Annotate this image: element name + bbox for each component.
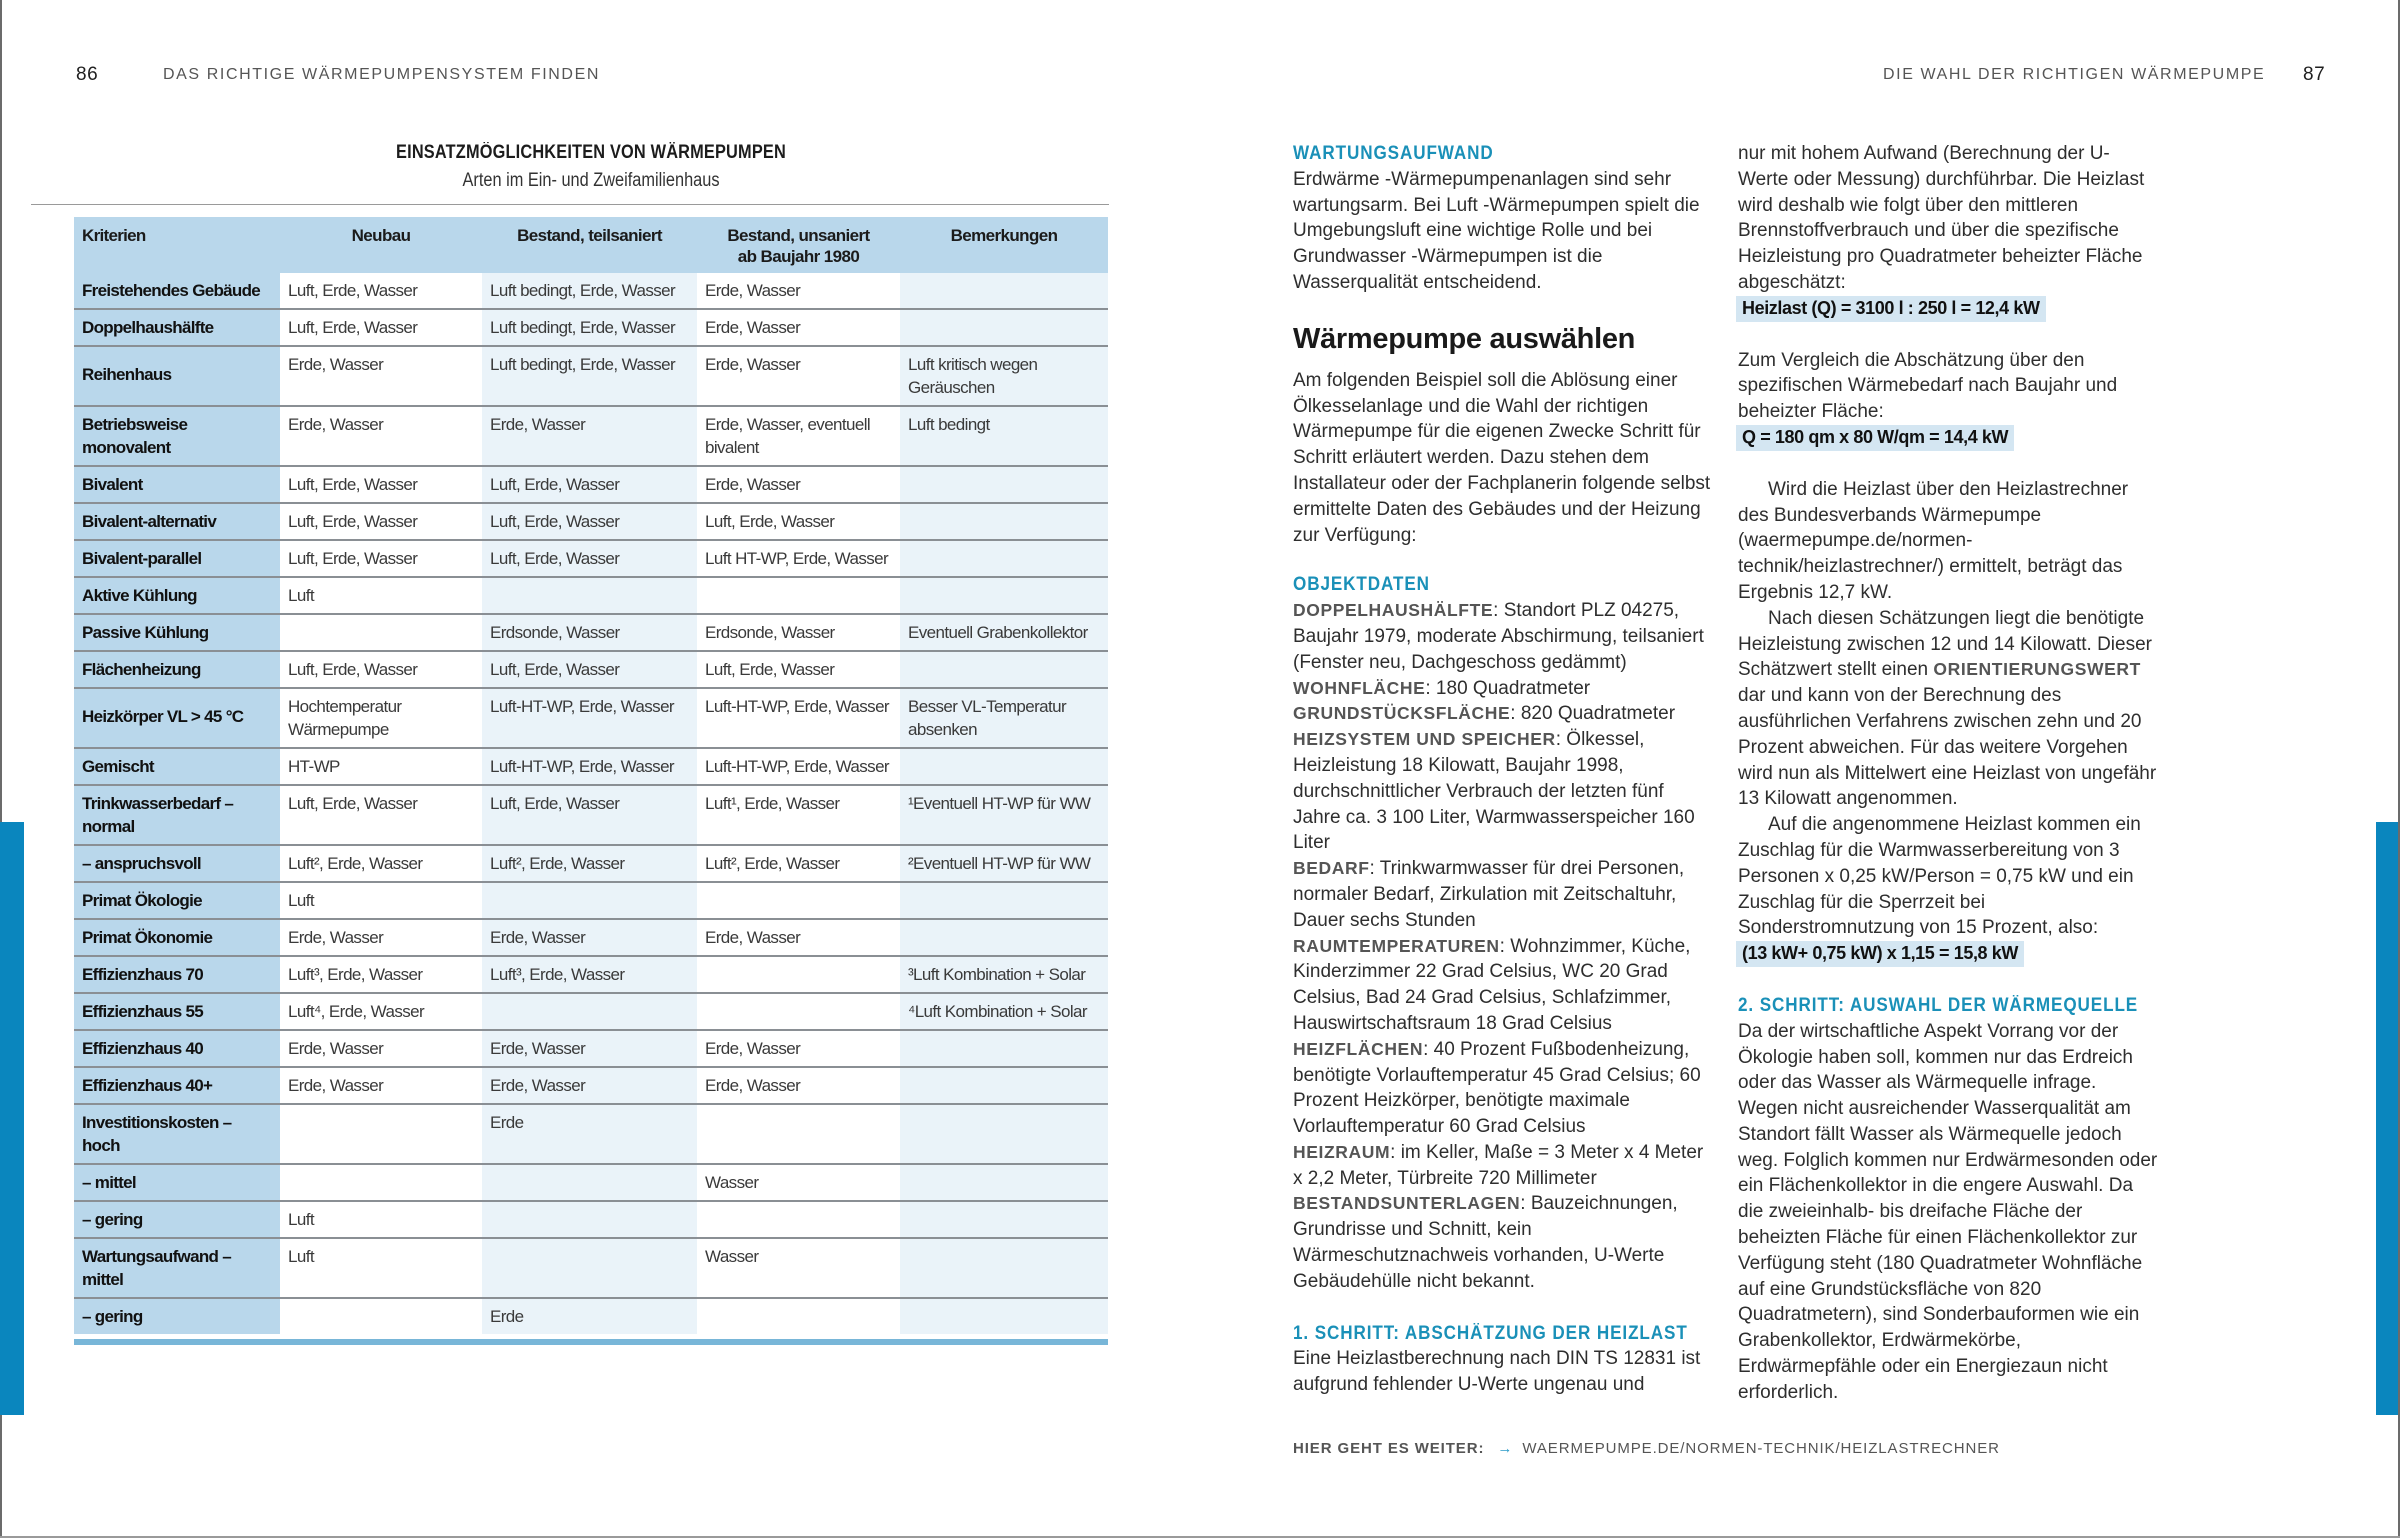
cell-neubau: Erde, Wasser <box>280 407 482 465</box>
cell-unsaniert: Erde, Wasser <box>697 467 900 502</box>
cell-neubau <box>280 1165 482 1200</box>
cell-teilsaniert: Erde, Wasser <box>482 920 697 955</box>
cell-teilsaniert: Luft-HT-WP, Erde, Wasser <box>482 689 697 747</box>
objektdaten-item <box>1293 598 1713 675</box>
cell-teilsaniert <box>482 1202 697 1237</box>
cell-criterion: Gemischt <box>74 749 280 784</box>
objektdaten-item <box>1293 727 1713 856</box>
table-row <box>74 465 1108 502</box>
table-row <box>74 650 1108 687</box>
cell-teilsaniert: Erde <box>482 1105 697 1163</box>
cell-criterion: Effizienzhaus 40+ <box>74 1068 280 1103</box>
cell-teilsaniert: Luft bedingt, Erde, Wasser <box>482 310 697 345</box>
cell-criterion: Wartungsaufwand – mittel <box>74 1239 280 1297</box>
objektdaten-value: : 180 Quadratmeter <box>1425 677 1591 699</box>
cell-teilsaniert: Erde, Wasser <box>482 407 697 465</box>
cell-unsaniert: Luft HT-WP, Erde, Wasser <box>697 541 900 576</box>
cell-criterion: Reihenhaus <box>74 347 280 405</box>
cell-criterion: Primat Ökonomie <box>74 920 280 955</box>
chapter-tab-left <box>0 822 24 1415</box>
cell-criterion: Investitionskosten – hoch <box>74 1105 280 1163</box>
cell-bemerkungen: ⁴Luft Kombination + Solar <box>900 994 1108 1029</box>
cell-criterion: – gering <box>74 1299 280 1334</box>
cell-bemerkungen <box>900 1202 1108 1237</box>
table-row <box>74 1103 1108 1163</box>
table-row <box>74 1237 1108 1297</box>
arrow-right-icon: → <box>1497 1440 1514 1457</box>
cell-teilsaniert: Luft bedingt, Erde, Wasser <box>482 273 697 308</box>
cell-unsaniert: Luft, Erde, Wasser <box>697 652 900 687</box>
heading-wartungsaufwand: WARTUNGSAUFWAND <box>1293 143 1494 164</box>
table-row <box>74 613 1108 650</box>
objektdaten-item <box>1293 676 1713 702</box>
objektdaten-label: HEIZRAUM <box>1293 1141 1391 1162</box>
cell-bemerkungen <box>900 920 1108 955</box>
cell-unsaniert <box>697 957 900 992</box>
objektdaten-label: BESTANDSUNTERLAGEN <box>1293 1193 1521 1214</box>
cell-neubau: Luft, Erde, Wasser <box>280 310 482 345</box>
cell-unsaniert: Erde, Wasser <box>697 310 900 345</box>
running-head-right: DIE WAHL DER RICHTIGEN WÄRMEPUMPE <box>1883 66 2266 83</box>
cell-teilsaniert: Erde, Wasser <box>482 1031 697 1066</box>
cell-teilsaniert: Erde <box>482 1299 697 1334</box>
cell-teilsaniert: Luft, Erde, Wasser <box>482 504 697 539</box>
cell-neubau: Luft, Erde, Wasser <box>280 652 482 687</box>
header-neubau: Neubau <box>351 226 411 245</box>
cell-unsaniert: Wasser <box>697 1239 900 1297</box>
objektdaten-item <box>1293 1140 1713 1192</box>
table-title: EINSATZMÖGLICHKEITEN VON WÄRMEPUMPEN <box>396 142 786 163</box>
table-row <box>74 992 1108 1029</box>
header-unsaniert-line1: Bestand, unsaniert <box>727 226 870 245</box>
table-subtitle: Arten im Ein- und Zweifamilienhaus <box>462 170 720 191</box>
objektdaten-label: GRUNDSTÜCKSFLÄCHE <box>1293 703 1511 724</box>
cell-bemerkungen <box>900 1068 1108 1103</box>
objektdaten-value: : Bauzeichnungen, Grundrisse und Schnitt, kein Wärmeschutznachweis vorhanden, U-Werte Gebäudehülle nicht bekannt. <box>1293 1193 1678 1292</box>
cell-bemerkungen <box>900 541 1108 576</box>
cell-criterion: Flächenheizung <box>74 652 280 687</box>
cell-criterion: – mittel <box>74 1165 280 1200</box>
schaetzung-text-a: Nach diesen Schätzungen liegt die benötigte Heizleistung zwischen 12 und 14 Kilowatt. Dieser Schätzwert stellt einen <box>1738 607 2152 681</box>
cell-unsaniert <box>697 578 900 613</box>
cell-neubau: Erde, Wasser <box>280 1031 482 1066</box>
cell-bemerkungen <box>900 1239 1108 1297</box>
text-column-2 <box>1738 141 2158 1406</box>
cell-unsaniert: Erde, Wasser <box>697 273 900 308</box>
paragraph-heizlastrechner: Wird die Heizlast über den Heizlastrechner des Bundesverbands Wärmepumpe (waermepumpe.de/normen-technik/heizlastrechner/) ermittelt, beträgt das Ergebnis 12,7 kW. <box>1738 478 2129 603</box>
cell-criterion: Bivalent-parallel <box>74 541 280 576</box>
cell-bemerkungen <box>900 1105 1108 1163</box>
cell-teilsaniert: Luft³, Erde, Wasser <box>482 957 697 992</box>
cell-neubau: Luft², Erde, Wasser <box>280 846 482 881</box>
cell-unsaniert: Erdsonde, Wasser <box>697 615 900 650</box>
cell-neubau: Luft, Erde, Wasser <box>280 541 482 576</box>
cell-bemerkungen <box>900 310 1108 345</box>
cell-unsaniert: Erde, Wasser <box>697 1031 900 1066</box>
cell-criterion: – gering <box>74 1202 280 1237</box>
cell-neubau: Luft, Erde, Wasser <box>280 786 482 844</box>
cell-teilsaniert: Erdsonde, Wasser <box>482 615 697 650</box>
chapter-tab-right <box>2376 822 2398 1415</box>
objektdaten-value: : Wohnzimmer, Küche, Kinderzimmer 22 Grad Celsius, WC 20 Grad Celsius, Bad 24 Grad Celsius, Schlafzimmer, Hauswirtschaftsraum 18 Grad Celsius <box>1293 935 1691 1034</box>
cell-neubau: Luft, Erde, Wasser <box>280 467 482 502</box>
heading-waermepumpe-auswaehlen: Wärmepumpe auswählen <box>1293 322 1636 355</box>
table-row <box>74 1200 1108 1237</box>
cell-teilsaniert: Luft, Erde, Wasser <box>482 541 697 576</box>
table-row <box>74 687 1108 747</box>
paragraph-schritt-1-cont: nur mit hohem Aufwand (Berechnung der U-Werte oder Messung) durchführbar. Die Heizlast wird deshalb wie folgt über den mittleren Brennstoffverbrauch und über die spezifische Heizleistung pro Quadratmeter beheizter Fläche abgeschätzt: <box>1738 143 2145 293</box>
cell-criterion: Effizienzhaus 70 <box>74 957 280 992</box>
table-row <box>74 1163 1108 1200</box>
cell-neubau: Erde, Wasser <box>280 920 482 955</box>
table-row <box>74 844 1108 881</box>
objektdaten-label: HEIZFLÄCHEN <box>1293 1038 1424 1059</box>
cell-bemerkungen <box>900 749 1108 784</box>
cell-neubau <box>280 1105 482 1163</box>
cell-bemerkungen: Luft bedingt <box>900 407 1108 465</box>
cell-neubau: Erde, Wasser <box>280 347 482 405</box>
cell-criterion: Effizienzhaus 40 <box>74 1031 280 1066</box>
cell-neubau: Luft <box>280 883 482 918</box>
cell-bemerkungen <box>900 1165 1108 1200</box>
cell-neubau: Erde, Wasser <box>280 1068 482 1103</box>
cell-bemerkungen <box>900 652 1108 687</box>
header-bemerkungen: Bemerkungen <box>950 226 1058 245</box>
paragraph-vergleich: Zum Vergleich die Abschätzung über den spezifischen Wärmebedarf nach Baujahr und beheizter Fläche: <box>1738 349 2118 423</box>
objektdaten-label: HEIZSYSTEM UND SPEICHER <box>1293 729 1556 750</box>
cell-bemerkungen: Luft kritisch wegen Geräuschen <box>900 347 1108 405</box>
table-row <box>74 955 1108 992</box>
heizlastrechner-link[interactable]: WAERMEPUMPE.DE/NORMEN-TECHNIK/HEIZLASTRECHNER <box>1522 1440 2000 1457</box>
cell-criterion: – anspruchsvoll <box>74 846 280 881</box>
cell-bemerkungen: Besser VL-Temperatur absenken <box>900 689 1108 747</box>
cell-bemerkungen: ³Luft Kombination + Solar <box>900 957 1108 992</box>
cell-bemerkungen <box>900 883 1108 918</box>
page-number-right: 87 <box>2303 64 2326 85</box>
cell-teilsaniert <box>482 1165 697 1200</box>
cell-criterion: Primat Ökologie <box>74 883 280 918</box>
running-head-left: DAS RICHTIGE WÄRMEPUMPENSYSTEM FINDEN <box>163 66 601 83</box>
table-header-row <box>74 217 1108 273</box>
cell-neubau: Luft <box>280 578 482 613</box>
cell-criterion: Doppelhaushälfte <box>74 310 280 345</box>
cell-unsaniert: Erde, Wasser, eventuell bivalent <box>697 407 900 465</box>
heading-objektdaten: OBJEKTDATEN <box>1293 574 1430 596</box>
objektdaten-value: : Trinkwarmwasser für drei Personen, normaler Bedarf, Zirkulation mit Zeitschaltuhr, Dauer sechs Stunden <box>1293 858 1685 931</box>
table-row <box>74 576 1108 613</box>
cell-bemerkungen: ²Eventuell HT-WP für WW <box>900 846 1108 881</box>
table-row <box>74 747 1108 784</box>
cell-neubau: Luft <box>280 1202 482 1237</box>
table-row <box>74 1029 1108 1066</box>
table-body <box>74 273 1108 1334</box>
cell-unsaniert: Luft-HT-WP, Erde, Wasser <box>697 749 900 784</box>
objektdaten-label: DOPPELHAUSHÄLFTE <box>1293 600 1494 621</box>
table-row <box>74 502 1108 539</box>
cell-teilsaniert: Luft, Erde, Wasser <box>482 786 697 844</box>
objektdaten-value: : 40 Prozent Fußbodenheizung, benötigte Vorlauftemperatur 45 Grad Celsius; 60 Prozent Heizkörper, benötigte maximale Vorlauftemperatur 60 Grad Celsius <box>1293 1038 1701 1138</box>
cell-teilsaniert: Luft, Erde, Wasser <box>482 652 697 687</box>
cell-neubau: Luft <box>280 1239 482 1297</box>
heading-schritt-1: 1. SCHRITT: ABSCHÄTZUNG DER HEIZLAST <box>1293 1322 1688 1344</box>
cell-unsaniert: Luft², Erde, Wasser <box>697 846 900 881</box>
cell-criterion: Aktive Kühlung <box>74 578 280 613</box>
table-row <box>74 1066 1108 1103</box>
table-row <box>74 784 1108 844</box>
header-unsaniert <box>697 217 900 273</box>
cell-teilsaniert: Luft bedingt, Erde, Wasser <box>482 347 697 405</box>
cell-criterion: Betriebsweise monovalent <box>74 407 280 465</box>
formula-heizlast-3: (13 kW+ 0,75 kW) x 1,15 = 15,8 kW <box>1736 941 2024 967</box>
cell-bemerkungen: ¹Eventuell HT-WP für WW <box>900 786 1108 844</box>
cell-criterion: Passive Kühlung <box>74 615 280 650</box>
cell-bemerkungen <box>900 1031 1108 1066</box>
cell-unsaniert: Luft, Erde, Wasser <box>697 504 900 539</box>
table-row <box>74 345 1108 405</box>
cell-unsaniert: Erde, Wasser <box>697 920 900 955</box>
objektdaten-label: WOHNFLÄCHE <box>1293 677 1426 698</box>
cell-unsaniert <box>697 994 900 1029</box>
cell-neubau: Luft³, Erde, Wasser <box>280 957 482 992</box>
cell-criterion: Effizienzhaus 55 <box>74 994 280 1029</box>
paragraph-schritt-2: Da der wirtschaftliche Aspekt Vorrang vor der Ökologie haben soll, kommen nur das Erdreich oder das Wasser als Wärmequelle infrage. Wegen nicht ausreichender Wasserqualität am Standort fällt Wasser als Wärmequelle jedoch weg. Folglich kommen nur Erdwärmesonden oder ein Flächenkollektor in die engere Auswahl. Da die zweieinhalb- bis dreifache Fläche der beheizten Fläche für einen Flächenkollektor zur Verfügung steht (180 Quadratmeter Wohnfläche auf eine Grundstücksfläche von 820 Quadratmetern), sind Sonderbauformen wie ein Grabenkollektor, Erdwärmekörbe, Erdwärmepfähle oder ein Energiezaun nicht erforderlich. <box>1738 1020 2158 1403</box>
paragraph-intro: Am folgenden Beispiel soll die Ablösung einer Ölkesselanlage und die Wahl der richtigen Wärmepumpe für die eigenen Zwecke Schritt für Schritt erläutert werden. Dazu stehen dem Installateur oder der Fachplanerin folgende selbst ermittelte Daten des Gebäudes und der Heizung zur Verfügung: <box>1293 369 1711 546</box>
cell-neubau: HT-WP <box>280 749 482 784</box>
table-row <box>74 539 1108 576</box>
table-row <box>74 1297 1108 1334</box>
formula-heizlast-1: Heizlast (Q) = 3100 l : 250 l = 12,4 kW <box>1736 296 2046 322</box>
table-row <box>74 308 1108 345</box>
objektdaten-item <box>1293 1037 1713 1140</box>
objektdaten-item <box>1293 856 1713 933</box>
cell-criterion: Trinkwasserbedarf – normal <box>74 786 280 844</box>
objektdaten-value: : im Keller, Maße = 3 Meter x 4 Meter x 2,2 Meter, Türbreite 720 Millimeter <box>1293 1141 1704 1189</box>
cell-teilsaniert <box>482 883 697 918</box>
formula-heizlast-2: Q = 180 qm x 80 W/qm = 14,4 kW <box>1736 425 2014 451</box>
table-top-rule <box>31 204 1109 205</box>
paragraph-schritt-1: Eine Heizlastberechnung nach DIN TS 12831 ist aufgrund fehlender U-Werte ungenau und <box>1293 1348 1701 1396</box>
cell-unsaniert: Wasser <box>697 1165 900 1200</box>
cell-bemerkungen <box>900 1299 1108 1334</box>
table-row <box>74 918 1108 955</box>
header-kriterien: Kriterien <box>82 226 146 245</box>
cell-unsaniert: Erde, Wasser <box>697 347 900 405</box>
cell-bemerkungen <box>900 467 1108 502</box>
objektdaten-item <box>1293 934 1713 1037</box>
cell-teilsaniert <box>482 994 697 1029</box>
heat-pump-usage-table <box>74 217 1108 1334</box>
page-number-left: 86 <box>76 64 99 85</box>
table-bottom-rule <box>74 1339 1108 1345</box>
objektdaten-value: : Standort PLZ 04275, Baujahr 1979, moderate Abschirmung, teilsaniert (Fenster neu, Dachgeschoss gedämmt) <box>1293 600 1704 673</box>
paragraph-zuschlag: Auf die angenommene Heizlast kommen ein Zuschlag für die Warmwasserbereitung von 3 Personen x 0,25 kW/Person = 0,75 kW und ein Zuschlag für die Sperrzeit bei Sonderstromnutzung von 15 Prozent, also: <box>1738 814 2141 939</box>
cell-bemerkungen <box>900 504 1108 539</box>
table-row <box>74 881 1108 918</box>
table-row <box>74 273 1108 308</box>
schaetzung-text-b: dar und kann von der Berechnung des ausführlichen Verfahrens zwischen zehn und 20 Prozent abweichen. Für das weitere Vorgehen wird nun als Mittelwert eine Heizlast von ungefähr 13 Kilowatt angenommen. <box>1738 685 2157 810</box>
cell-unsaniert <box>697 883 900 918</box>
table-row <box>74 405 1108 465</box>
cell-unsaniert: Luft-HT-WP, Erde, Wasser <box>697 689 900 747</box>
objektdaten-label: BEDARF <box>1293 858 1370 879</box>
heading-schritt-2: 2. SCHRITT: AUSWAHL DER WÄRMEQUELLE <box>1738 994 2139 1016</box>
further-reading-footer <box>1293 1440 2000 1457</box>
objektdaten-label: RAUMTEMPERATUREN <box>1293 935 1500 956</box>
header-unsaniert-line2: ab Baujahr 1980 <box>737 247 860 266</box>
text-column-1 <box>1293 141 1713 1398</box>
cell-bemerkungen <box>900 273 1108 308</box>
cell-teilsaniert: Luft, Erde, Wasser <box>482 467 697 502</box>
objektdaten-list <box>1293 598 1713 1295</box>
paragraph-schaetzung <box>1738 606 2158 812</box>
cell-criterion: Heizkörper VL > 45 °C <box>74 689 280 747</box>
objektdaten-item <box>1293 1191 1713 1294</box>
cell-unsaniert <box>697 1105 900 1163</box>
cell-neubau <box>280 1299 482 1334</box>
header-teilsaniert: Bestand, teilsaniert <box>517 226 662 245</box>
cell-criterion: Bivalent <box>74 467 280 502</box>
cell-neubau: Luft⁴, Erde, Wasser <box>280 994 482 1029</box>
objektdaten-value: : 820 Quadratmeter <box>1510 703 1676 725</box>
cell-unsaniert <box>697 1202 900 1237</box>
objektdaten-item <box>1293 701 1713 727</box>
cell-unsaniert: Erde, Wasser <box>697 1068 900 1103</box>
cell-teilsaniert: Luft-HT-WP, Erde, Wasser <box>482 749 697 784</box>
cell-criterion: Bivalent-alternativ <box>74 504 280 539</box>
cell-bemerkungen <box>900 578 1108 613</box>
footer-label: HIER GEHT ES WEITER: <box>1293 1440 1485 1457</box>
cell-criterion: Freistehendes Gebäude <box>74 273 280 308</box>
cell-unsaniert <box>697 1299 900 1334</box>
cell-unsaniert: Luft¹, Erde, Wasser <box>697 786 900 844</box>
cell-neubau: Luft, Erde, Wasser <box>280 273 482 308</box>
cell-neubau <box>280 615 482 650</box>
cell-teilsaniert <box>482 1239 697 1297</box>
cell-neubau: Luft, Erde, Wasser <box>280 504 482 539</box>
orientierungswert-term: ORIENTIERUNGSWERT <box>1933 659 2141 680</box>
cell-neubau: Hochtemperatur Wärmepumpe <box>280 689 482 747</box>
cell-teilsaniert: Erde, Wasser <box>482 1068 697 1103</box>
cell-bemerkungen: Eventuell Grabenkollektor <box>900 615 1108 650</box>
cell-teilsaniert: Luft², Erde, Wasser <box>482 846 697 881</box>
objektdaten-value: : Ölkessel, Heizleistung 18 Kilowatt, Baujahr 1998, durchschnittlicher Verbrauch der letzten fünf Jahre ca. 3 100 Liter, Warmwasserspeicher 160 Liter <box>1293 729 1695 854</box>
paragraph-wartung: Erdwärme -Wärmepumpenanlagen sind sehr wartungsarm. Bei Luft -Wärmepumpen spielt die Umgebungsluft eine wichtige Rolle und bei Grundwasser -Wärmepumpen ist die Wasserqualität entscheidend. <box>1293 168 1700 293</box>
cell-teilsaniert <box>482 578 697 613</box>
